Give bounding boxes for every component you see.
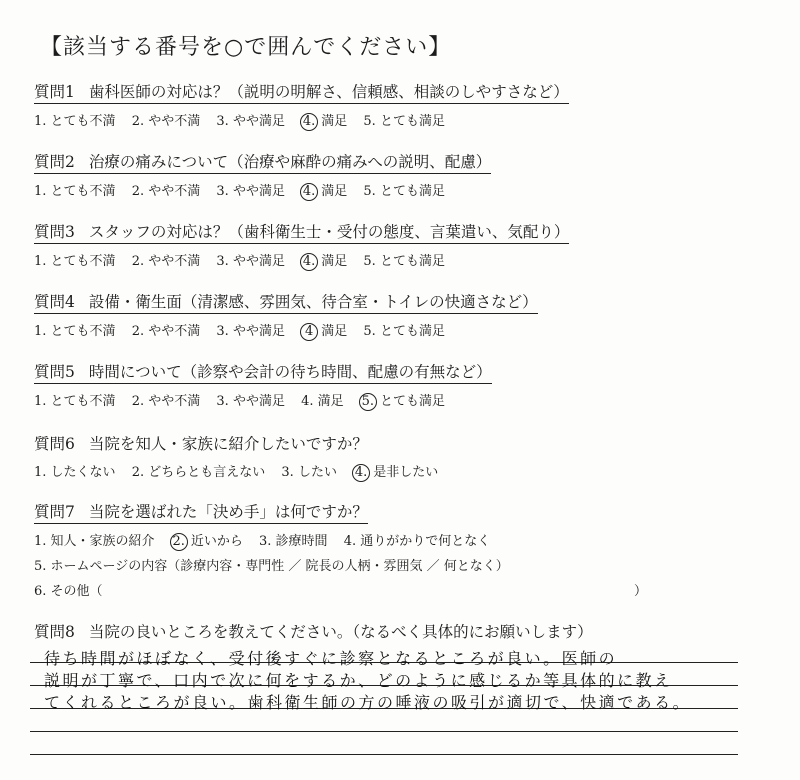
option-2[interactable]: 2. やや不満 <box>131 254 201 269</box>
option-4-circled[interactable]: 4. 満足 <box>301 180 347 199</box>
option-1[interactable]: 1. とても不満 <box>34 394 116 409</box>
question-6 <box>34 432 774 480</box>
question-text: スタッフの対応は？（歯科衛生士・受付の態度、言葉遣い、気配り） <box>88 223 570 241</box>
question-text: 設備・衛生面（清潔感、雰囲気、待合室・トイレの快適さなど） <box>88 293 538 311</box>
option-1[interactable]: 1. とても不満 <box>34 254 116 269</box>
handwritten-answer-line: 説明が丁寧で、口内で次に何をするか、どのように感じるか等具体的に教え <box>44 671 673 690</box>
option-1[interactable]: 1. とても不満 <box>34 114 116 129</box>
option-5-circled[interactable]: 5. とても満足 <box>360 390 445 409</box>
question-number: 質問1 <box>34 83 75 101</box>
question-number: 質問5 <box>34 363 75 381</box>
option-5-homepage[interactable]: 5. ホームページの内容（診療内容・専門性 ／ 院長の人柄・雰囲気 ／ 何となく） <box>34 559 509 574</box>
handwritten-answer-line: てくれるところが良い。歯科衛生師の方の唾液の吸引が適切で、快適である。 <box>44 693 692 712</box>
question-4 <box>34 290 774 339</box>
question-7 <box>34 500 774 599</box>
question-8 <box>34 620 774 642</box>
option-3[interactable]: 3. 診療時間 <box>259 534 328 549</box>
handwritten-answer-line: 待ち時間がほぼなく、受付後すぐに診察となるところが良い。医師の <box>44 649 618 668</box>
question-number: 質問3 <box>34 223 75 241</box>
question-number: 質問6 <box>34 435 75 453</box>
question-text: 歯科医師の対応は？（説明の明解さ、信頼感、相談のしやすさなど） <box>88 83 569 101</box>
option-row <box>34 320 774 339</box>
option-4[interactable]: 4. 満足 <box>301 394 344 409</box>
option-3[interactable]: 3. やや満足 <box>216 184 285 199</box>
option-6-other[interactable]: 6. その他（ ） <box>34 584 648 599</box>
option-2-circled[interactable]: 2. 近いから <box>171 530 243 549</box>
option-3[interactable]: 3. やや満足 <box>216 254 285 269</box>
option-5[interactable]: 5. とても満足 <box>363 184 445 199</box>
question-5 <box>34 360 774 409</box>
option-4-circled[interactable]: 4. 満足 <box>301 250 347 269</box>
question-number: 質問4 <box>34 293 75 311</box>
option-5[interactable]: 5. とても満足 <box>363 114 445 129</box>
option-1[interactable]: 1. したくない <box>34 465 116 480</box>
option-4-circled[interactable]: 4. 是非したい <box>353 461 438 480</box>
option-row <box>34 390 774 409</box>
option-4-circled[interactable]: 4 満足 <box>301 320 347 339</box>
option-row <box>34 530 774 549</box>
option-3[interactable]: 3. やや満足 <box>216 324 285 339</box>
question-text: 治療の痛みについて（治療や麻酔の痛みへの説明、配慮） <box>88 153 492 171</box>
option-3[interactable]: 3. やや満足 <box>216 394 285 409</box>
instruction-header: 【該当する番号を○で囲んでください】 <box>40 35 452 60</box>
question-number: 質問7 <box>34 503 75 521</box>
option-2[interactable]: 2. やや不満 <box>131 184 201 199</box>
question-text: 時間について（診察や会計の待ち時間、配慮の有無など） <box>88 363 492 381</box>
option-3[interactable]: 3. したい <box>281 465 337 480</box>
option-2[interactable]: 2. やや不満 <box>131 114 201 129</box>
question-text: 当院を知人・家族に紹介したいですか？ <box>88 435 368 453</box>
question-text: 当院を選ばれた「決め手」は何ですか？ <box>88 503 368 521</box>
option-1[interactable]: 1. とても不満 <box>34 184 116 199</box>
option-row <box>34 180 774 199</box>
option-5[interactable]: 5. とても満足 <box>363 324 445 339</box>
question-3 <box>34 220 774 269</box>
question-number: 質問8 <box>34 623 75 641</box>
option-row <box>34 250 774 269</box>
question-1 <box>34 80 774 129</box>
option-row <box>34 461 774 480</box>
option-row <box>34 110 774 129</box>
option-2[interactable]: 2. やや不満 <box>131 324 201 339</box>
free-answer-area[interactable] <box>30 640 738 755</box>
option-4[interactable]: 4. 通りがかりで何となく <box>343 534 491 549</box>
option-1[interactable]: 1. とても不満 <box>34 324 116 339</box>
option-4-circled[interactable]: 4. 満足 <box>301 110 347 129</box>
option-3[interactable]: 3. やや満足 <box>216 114 285 129</box>
question-number: 質問2 <box>34 153 75 171</box>
option-2[interactable]: 2. やや不満 <box>131 394 201 409</box>
option-2[interactable]: 2. どちらとも言えない <box>131 465 266 480</box>
question-2 <box>34 150 774 199</box>
question-text: 当院の良いところを教えてください。（なるべく具体的にお願いします） <box>88 623 593 641</box>
option-1[interactable]: 1. 知人・家族の紹介 <box>34 534 155 549</box>
option-5[interactable]: 5. とても満足 <box>363 254 445 269</box>
